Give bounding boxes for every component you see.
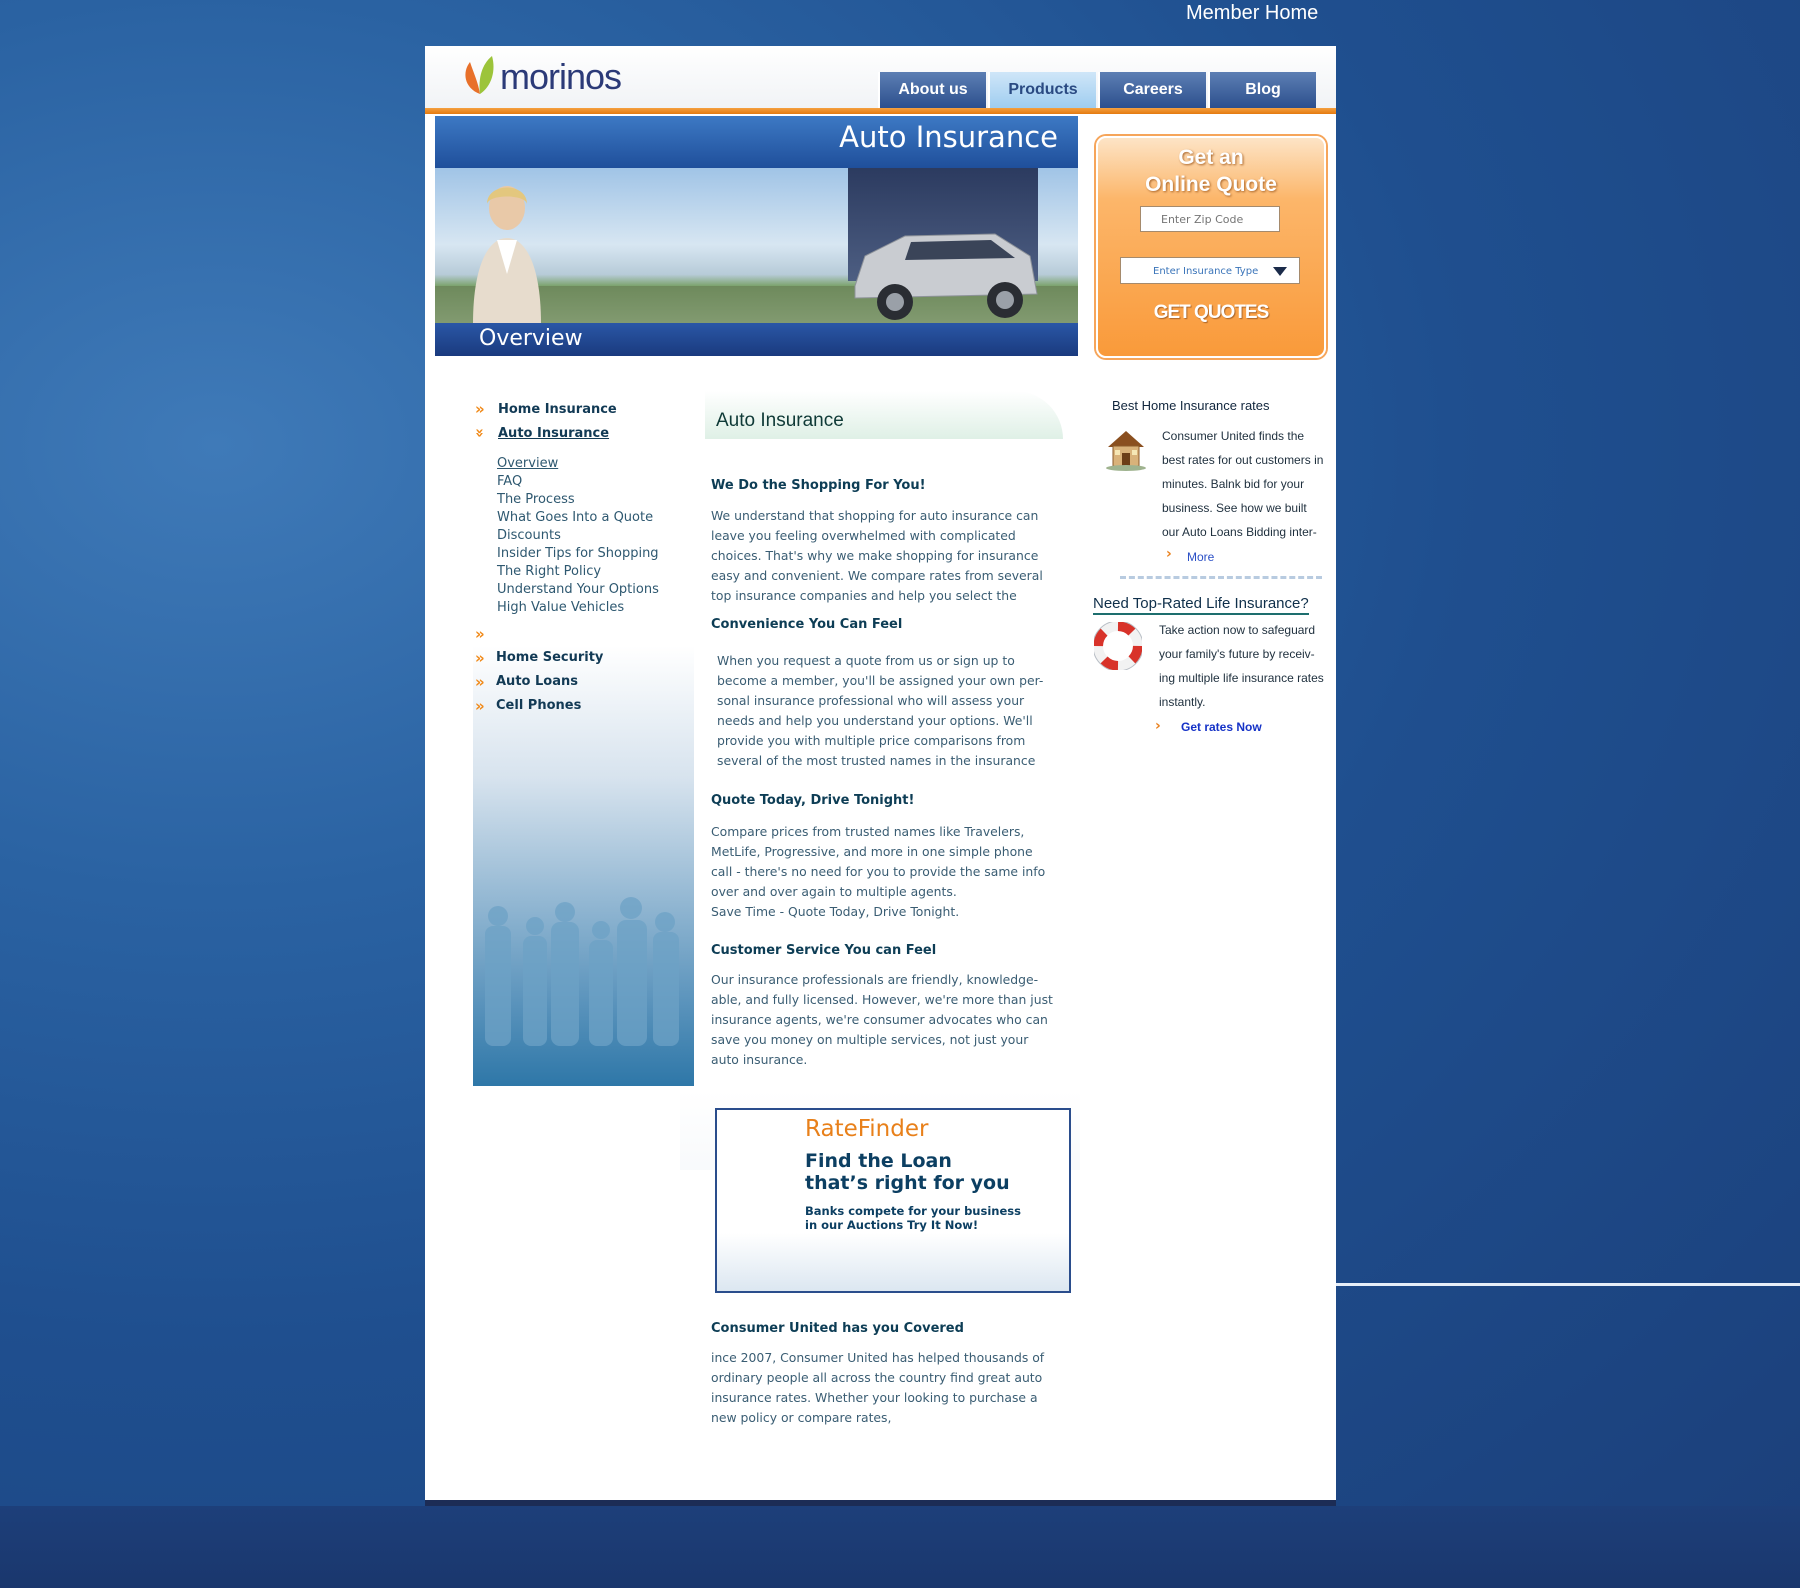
section-body bbox=[711, 506, 1067, 606]
text-line: leave you feeling overwhelmed with complicated bbox=[711, 528, 1016, 543]
get-rates-now-link[interactable]: Get rates Now bbox=[1181, 720, 1262, 734]
chevron-right-icon: » bbox=[475, 400, 485, 418]
tab-about-us[interactable]: About us bbox=[878, 72, 986, 108]
text-line: insurance rates. Whether your looking to purchase a bbox=[711, 1390, 1038, 1405]
sidebar-sublink-policy[interactable]: The Right Policy bbox=[497, 564, 602, 579]
section-heading: Quote Today, Drive Tonight! bbox=[711, 793, 915, 808]
insurance-type-select[interactable] bbox=[1120, 257, 1300, 284]
sidebar-item-home-security[interactable]: Home Security bbox=[496, 650, 604, 665]
chevron-right-icon: » bbox=[475, 673, 485, 691]
text-line: several of the most trusted names in the insurance bbox=[717, 753, 1036, 768]
section-body bbox=[711, 1348, 1067, 1428]
text-line: Consumer United finds the bbox=[1162, 429, 1305, 443]
text-line: Save Time - Quote Today, Drive Tonight. bbox=[711, 904, 960, 919]
people-silhouettes bbox=[473, 896, 694, 1086]
text-line: When you request a quote from us or sign up to bbox=[717, 653, 1015, 668]
tab-products[interactable]: Products bbox=[988, 72, 1096, 108]
sidebar-item-cell-phones[interactable]: Cell Phones bbox=[496, 698, 582, 713]
more-link[interactable]: More bbox=[1187, 550, 1215, 564]
text-line: ordinary people all across the country find great auto bbox=[711, 1370, 1043, 1385]
sidebar-sublink-discounts[interactable]: Discounts bbox=[497, 528, 561, 543]
get-quotes-button[interactable]: GET QUOTES bbox=[1153, 302, 1269, 323]
insurance-type-placeholder: Enter Insurance Type bbox=[1153, 266, 1259, 277]
text-line: insurance agents, we're consumer advocates who can bbox=[711, 1012, 1048, 1027]
text-line: top insurance companies and help you select the bbox=[711, 588, 1017, 603]
text-line: become a member, you'll be assigned your own per- bbox=[717, 673, 1044, 688]
hero-title: Auto Insurance bbox=[839, 120, 1058, 154]
decorative-rule bbox=[1336, 1283, 1800, 1286]
ad-brand: RateFinder bbox=[805, 1116, 929, 1142]
zip-code-input[interactable] bbox=[1140, 206, 1280, 232]
ad-subtext bbox=[805, 1204, 1045, 1232]
section-heading: Customer Service You can Feel bbox=[711, 943, 937, 958]
ad-headline bbox=[805, 1150, 1045, 1194]
section-body bbox=[711, 822, 1067, 922]
section-heading: Consumer United has you Covered bbox=[711, 1321, 964, 1336]
life-insurance-text bbox=[1159, 618, 1324, 714]
chevron-right-icon: › bbox=[1155, 718, 1161, 734]
tab-blog[interactable]: Blog bbox=[1208, 72, 1316, 108]
life-insurance-title: Need Top-Rated Life Insurance? bbox=[1093, 595, 1309, 615]
dropdown-arrow-icon bbox=[1273, 267, 1287, 276]
text-line: over and over again to multiple agents. bbox=[711, 884, 957, 899]
best-rates-text bbox=[1162, 424, 1323, 544]
ad-subtext-line: Banks compete for your business bbox=[805, 1204, 1021, 1218]
text-line: easy and convenient. We compare rates from several bbox=[711, 568, 1043, 583]
hero-subtitle: Overview bbox=[479, 326, 583, 351]
text-line: call - there's no need for you to provide the same info bbox=[711, 864, 1046, 879]
text-line: MetLife, Progressive, and more in one simple phone bbox=[711, 844, 1033, 859]
sidebar-item-auto-loans[interactable]: Auto Loans bbox=[496, 674, 578, 689]
text-line: Our insurance professionals are friendly, knowledge- bbox=[711, 972, 1039, 987]
sidebar-item-home-insurance[interactable]: Home Insurance bbox=[498, 402, 617, 417]
text-line: instantly. bbox=[1159, 695, 1206, 709]
text-line: best rates for out customers in bbox=[1162, 453, 1324, 467]
ad-headline-line: Find the Loan bbox=[805, 1150, 952, 1172]
woman-illustration bbox=[459, 174, 555, 324]
chevron-right-icon: » bbox=[475, 625, 485, 643]
text-line: save you money on multiple services, not just your bbox=[711, 1032, 1029, 1047]
text-line: ing multiple life insurance rates bbox=[1159, 671, 1324, 685]
sidebar-sublink-quote[interactable]: What Goes Into a Quote bbox=[497, 510, 654, 525]
content-title: Auto Insurance bbox=[716, 410, 844, 431]
section-heading: We Do the Shopping For You! bbox=[711, 478, 926, 493]
quote-title-line1: Get an bbox=[1178, 146, 1244, 169]
text-line: We understand that shopping for auto insurance can bbox=[711, 508, 1039, 523]
hero-banner bbox=[435, 116, 1078, 356]
text-line: our Auto Loans Bidding inter- bbox=[1162, 525, 1317, 539]
sidebar-sublink-faq[interactable]: FAQ bbox=[497, 474, 523, 489]
text-line: Take action now to safeguard bbox=[1159, 623, 1316, 637]
section-heading: Convenience You Can Feel bbox=[711, 617, 903, 632]
text-line: needs and help you understand your options. We'll bbox=[717, 713, 1033, 728]
text-line: choices. That's why we make shopping for insurance bbox=[711, 548, 1039, 563]
tab-careers[interactable]: Careers bbox=[1098, 72, 1206, 108]
text-line: auto insurance. bbox=[711, 1052, 808, 1067]
chevron-right-icon: » bbox=[475, 697, 485, 715]
text-line: new policy or compare rates, bbox=[711, 1410, 892, 1425]
section-body bbox=[711, 970, 1067, 1070]
dashed-divider bbox=[1120, 576, 1322, 579]
text-line: ince 2007, Consumer United has helped thousands of bbox=[711, 1350, 1045, 1365]
hero-title-bar bbox=[435, 116, 1078, 168]
text-line: business. See how we built bbox=[1162, 501, 1307, 515]
page-footer-bar bbox=[425, 1500, 1336, 1506]
best-rates-title: Best Home Insurance rates bbox=[1112, 398, 1270, 413]
sidebar-sublink-high-value[interactable]: High Value Vehicles bbox=[497, 600, 625, 615]
text-line: minutes. Balnk bid for your bbox=[1162, 477, 1305, 491]
sidebar-sublink-options[interactable]: Understand Your Options bbox=[497, 582, 659, 597]
sidebar-item-auto-insurance[interactable]: Auto Insurance bbox=[498, 426, 610, 441]
ratefinder-ad[interactable] bbox=[715, 1108, 1071, 1293]
sidebar-sublink-process[interactable]: The Process bbox=[497, 492, 575, 507]
quote-title-line2: Online Quote bbox=[1145, 173, 1277, 196]
chevron-right-icon: › bbox=[1166, 546, 1172, 562]
chevron-down-icon: » bbox=[470, 428, 489, 438]
section-body bbox=[717, 651, 1073, 771]
text-line: sonal insurance professional who will assess your bbox=[717, 693, 1025, 708]
text-line: able, and fully licensed. However, we're more than just bbox=[711, 992, 1053, 1007]
quote-title bbox=[1098, 144, 1324, 198]
text-line: your family's future by receiv- bbox=[1159, 647, 1315, 661]
text-line: Compare prices from trusted names like Travelers, bbox=[711, 824, 1025, 839]
suv-illustration bbox=[845, 216, 1045, 326]
sidebar-sublink-tips[interactable]: Insider Tips for Shopping bbox=[497, 546, 659, 561]
ad-headline-line: that’s right for you bbox=[805, 1172, 1010, 1194]
text-line: provide you with multiple price comparisons from bbox=[717, 733, 1026, 748]
ad-subtext-line: in our Auctions Try It Now! bbox=[805, 1218, 979, 1232]
member-home-link[interactable]: Member Home bbox=[1186, 2, 1319, 24]
logo[interactable]: morinos bbox=[500, 56, 622, 97]
sidebar-sublink-overview[interactable]: Overview bbox=[497, 456, 559, 471]
online-quote-box bbox=[1096, 136, 1326, 358]
page-bottom-band bbox=[0, 1506, 1800, 1588]
chevron-right-icon: » bbox=[475, 649, 485, 667]
logo-leaf-icon bbox=[460, 54, 500, 98]
lifebuoy-icon bbox=[1094, 622, 1142, 670]
header-divider bbox=[425, 108, 1336, 114]
house-icon bbox=[1104, 425, 1148, 471]
